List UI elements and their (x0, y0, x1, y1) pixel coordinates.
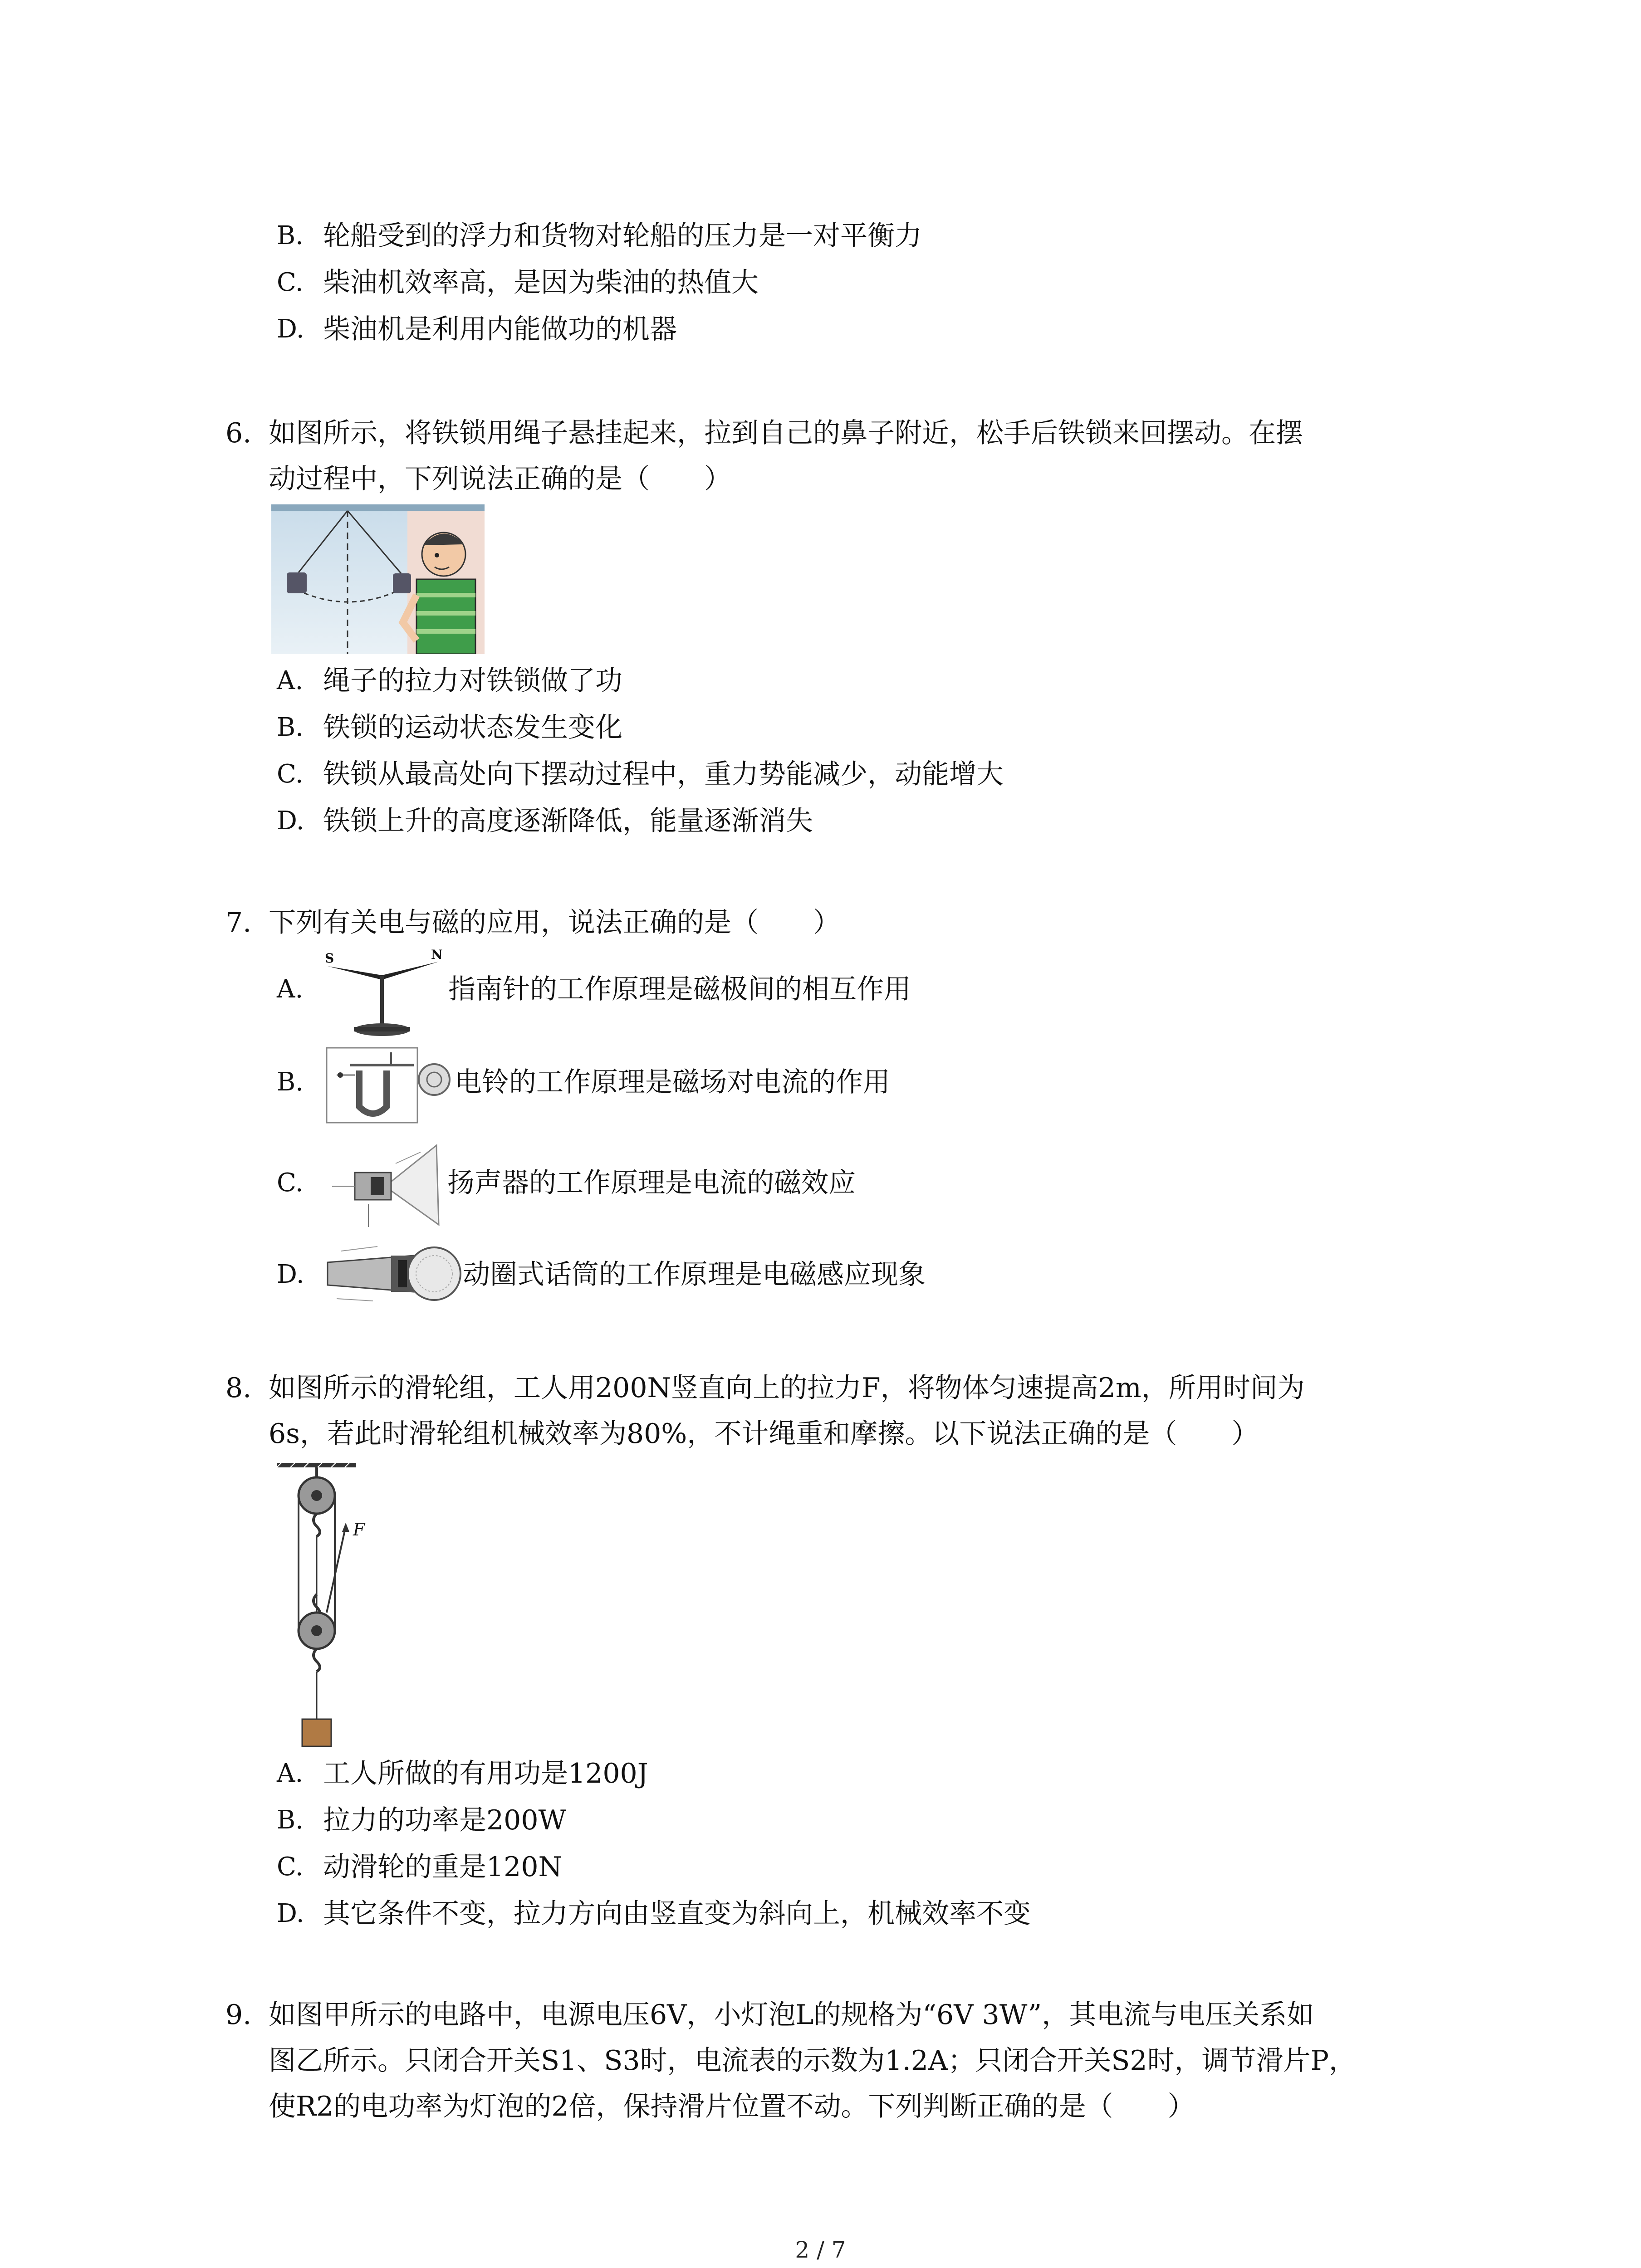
q6-pendulum-figure (271, 504, 485, 654)
q6-stem-line1: 6. 如图所示，将铁锁用绳子悬挂起来，拉到自己的鼻子附近，松手后铁锁来回摆动。在摆 (225, 415, 1303, 451)
q5-option-d-text: 柴油机是利用内能做功的机器 (323, 313, 677, 345)
q6-stem-line2: 动过程中，下列说法正确的是（ ） (269, 463, 731, 495)
q6-option-d-letter: D. (277, 806, 304, 836)
q5-option-c-text: 柴油机效率高，是因为柴油的热值大 (323, 267, 759, 298)
q7-option-d-text: 动圈式话筒的工作原理是电磁感应现象 (463, 1259, 926, 1290)
q8-option-c-letter: C. (277, 1852, 304, 1882)
q8-option-b-letter: B. (277, 1805, 304, 1835)
q8-number: 8. (225, 1372, 252, 1404)
q5-option-b-letter: B. (277, 221, 304, 250)
q9-stem-line1: 9. 如图甲所示的电路中，电源电压6V，小灯泡L的规格为“6V 3W”，其电流与电压关系如 (225, 1997, 1314, 2033)
q8-option-a-text: 工人所做的有用功是1200J (323, 1758, 648, 1789)
q5-option-d-letter: D. (277, 314, 304, 344)
q7-number: 7. (225, 907, 252, 938)
q7-compass-figure (323, 949, 446, 1040)
q9-stem-line2: 图乙所示。只闭合开关S1、S3时，电流表的示数为1.2A；只闭合开关S2时，调节滑片P， (269, 2045, 1356, 2077)
q7-option-a-text: 指南针的工作原理是磁极间的相互作用 (448, 973, 911, 1005)
q9-number: 9. (225, 1999, 252, 2031)
compass-n-label: N (431, 949, 443, 962)
q5-option-b-text: 轮船受到的浮力和货物对轮船的压力是一对平衡力 (323, 220, 922, 252)
q7-option-b-text: 电铃的工作原理是磁场对电流的作用 (455, 1066, 890, 1098)
force-f-label: F (353, 1520, 365, 1540)
q6-option-c-letter: C. (277, 759, 304, 789)
q8-stem-line1: 8. 如图所示的滑轮组，工人用200N竖直向上的拉力F，将物体匀速提高2m，所用时间为 (225, 1370, 1305, 1406)
q5-option-c-letter: C. (277, 268, 304, 297)
q7-microphone-figure (323, 1237, 464, 1310)
q7-option-c-text: 扬声器的工作原理是电流的磁效应 (447, 1167, 856, 1199)
q6-option-b-text: 铁锁的运动状态发生变化 (323, 712, 622, 743)
q6-number: 6. (225, 417, 252, 449)
q7-option-a-letter: A. (277, 974, 304, 1004)
q7-electric-bell-figure (323, 1043, 455, 1127)
q6-option-a-letter: A. (277, 666, 304, 695)
q9-stem-line3: 使R2的电功率为灯泡的2倍，保持滑片位置不动。下列判断正确的是（ ） (269, 2091, 1195, 2122)
q7-option-b-letter: B. (277, 1067, 304, 1097)
q8-option-d-letter: D. (277, 1899, 304, 1928)
q6-option-a-text: 绳子的拉力对铁锁做了功 (323, 665, 622, 697)
q8-option-a-letter: A. (277, 1759, 304, 1788)
q7-option-c-letter: C. (277, 1168, 304, 1198)
q8-option-d-text: 其它条件不变，拉力方向由竖直变为斜向上，机械效率不变 (323, 1898, 1031, 1930)
q7-loudspeaker-figure (323, 1136, 446, 1234)
q7-stem: 7. 下列有关电与磁的应用，说法正确的是（ ） (225, 904, 840, 941)
q6-option-b-letter: B. (277, 713, 304, 742)
page-number: 2 / 7 (795, 2237, 846, 2263)
q6-option-d-text: 铁锁上升的高度逐渐降低，能量逐渐消失 (323, 805, 813, 837)
q8-pulley-figure (272, 1463, 408, 1749)
q8-option-b-text: 拉力的功率是200W (323, 1804, 567, 1836)
compass-s-label: S (325, 951, 334, 966)
q8-stem-line2: 6s，若此时滑轮组机械效率为80%，不计绳重和摩擦。以下说法正确的是（ ） (269, 1418, 1259, 1450)
q8-option-c-text: 动滑轮的重是120N (323, 1851, 563, 1883)
q7-option-d-letter: D. (277, 1260, 304, 1289)
q6-option-c-text: 铁锁从最高处向下摆动过程中，重力势能减少，动能增大 (323, 758, 1004, 790)
